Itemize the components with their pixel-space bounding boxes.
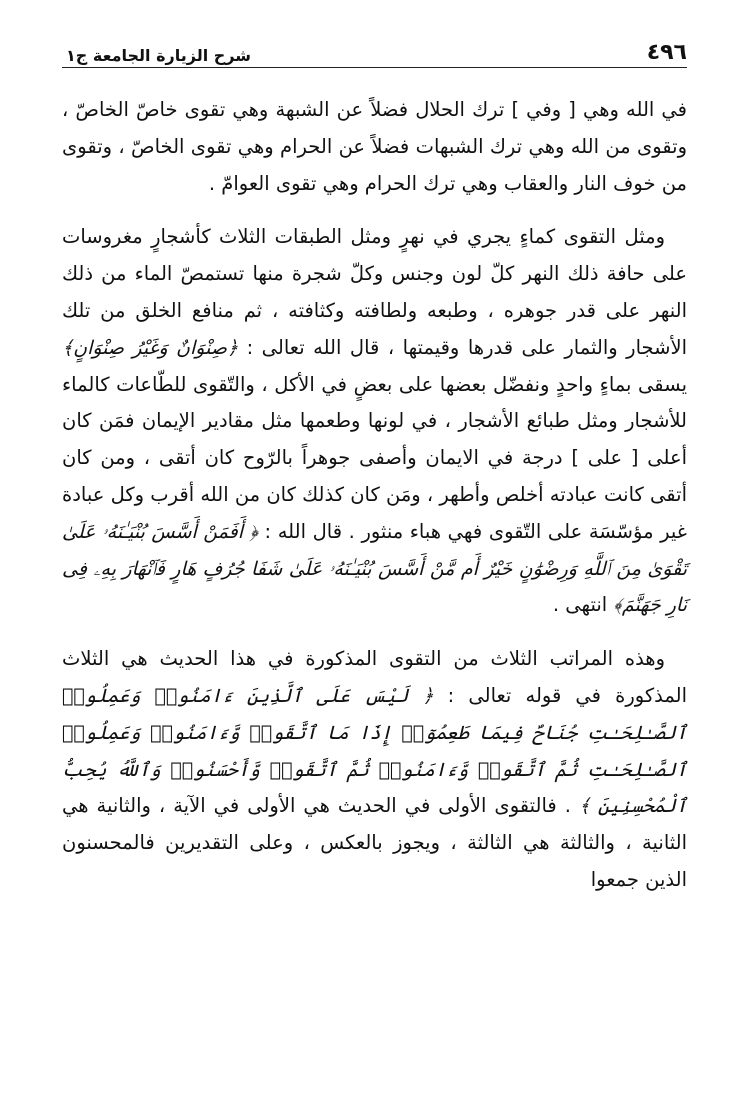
running-title: شرح الزيارة الجامعة ج١	[66, 46, 252, 65]
paragraph-2-text-3: انتهى .	[552, 593, 614, 617]
paragraph-3	[62, 641, 687, 899]
quran-verse-2: ﴿ أَفَمَنْ أَسَّسَ بُنْيَـٰنَهُۥ عَلَىٰ تَقْوَىٰ مِنَ ٱللَّهِ وَرِضْوَٰنٍ خَيْرٌ أَم مَّنْ أَسَّسَ بُنْيَـٰنَهُۥ عَلَىٰ شَفَا جُرُفٍ هَارٍ فَٱنْهَارَ بِهِۦ فِى نَارِ جَهَنَّمَ﴾	[62, 520, 687, 617]
page-number: ٤٩٦	[646, 40, 687, 65]
quran-verse-3: ﴿ لَيْسَ عَلَى ٱلَّذِينَ ءَامَنُوا۟ وَعَمِلُوا۟ ٱلصَّـٰلِحَـٰتِ جُنَاحٌ فِيمَا طَعِمُوٓا۟ إِذَا مَا ٱتَّقَوا۟ وَّءَامَنُوا۟ وَعَمِلُوا۟ ٱلصَّـٰلِحَـٰتِ ثُمَّ ٱتَّقَوا۟ وَّءَامَنُوا۟ ثُمَّ ٱتَّقَوا۟ وَّأَحْسَنُوا۟ وَٱللَّهُ يُحِبُّ ٱلْمُحْسِنِينَ ﴾	[62, 684, 687, 818]
paragraph-1-text: في الله وهي [ وفي ] ترك الحلال فضلاً عن الشبهة وهي تقوى خاصّ الخاصّ ، وتقوى من الله وهي ترك الشبهات فضلاً عن الحرام وهي تقوى الخاصّ ، وتقوى من خوف النار والعقاب وهي ترك الحرام وهي تقوى العوامّ .	[62, 98, 687, 195]
paragraph-2-text-1: ومثل التقوى كماءٍ يجري في نهرٍ ومثل الطبقات الثلاث كأشجارٍ مغروسات على حافة ذلك النهر كلّ لون وجنس وكلّ شجرة منها تستمصّ الماء من ذلك النهر على قدر جوهره ، وطبعه ولطافته وكثافته ، ثم منافع الخلق من تلك الأشجار والثمار على قدرها وقيمتها ، قال الله تعالى :	[62, 225, 687, 359]
quran-verse-1: ﴿صِنْوَانٌ وَغَيْرُ صِنْوَانٍ﴾	[62, 336, 239, 359]
header-rule	[62, 67, 687, 68]
body-text	[62, 92, 687, 899]
paragraph-2-text-2: يسقى بماءٍ واحدٍ ونفضّل بعضها على بعضٍ في الأكل ، والتّقوى للطّاعات كالماء للأشجار ومثل طبائع الأشجار ، في لونها وطعمها مثل مقادير الإيمان فمَن كان أعلى [ على ] درجة في الايمان وأصفى جوهراً بالرّوح كان أتقى ، ومن كان أتقى كانت عبادته أخلص وأطهر ، ومَن كان كذلك كان من الله أقرب وكل عبادة غير مؤسّسَة على التّقوى فهي هباء منثور . قال الله :	[62, 372, 687, 543]
paragraph-2	[62, 219, 687, 624]
page-header	[66, 28, 687, 64]
paragraph-1	[62, 92, 687, 202]
paragraph-3-text-2: . فالتقوى الأولى في الحديث هي الأولى في الآية ، والثانية هي الثانية ، والثالثة هي الثالثة ، ويجوز بالعكس ، وعلى التقديرين فالمحسنون الذين جمعوا	[62, 794, 687, 891]
paragraph-3-text-1: وهذه المراتب الثلاث من التقوى المذكورة في هذا الحديث هي الثلاث المذكورة في قوله تعالى :	[62, 647, 687, 707]
